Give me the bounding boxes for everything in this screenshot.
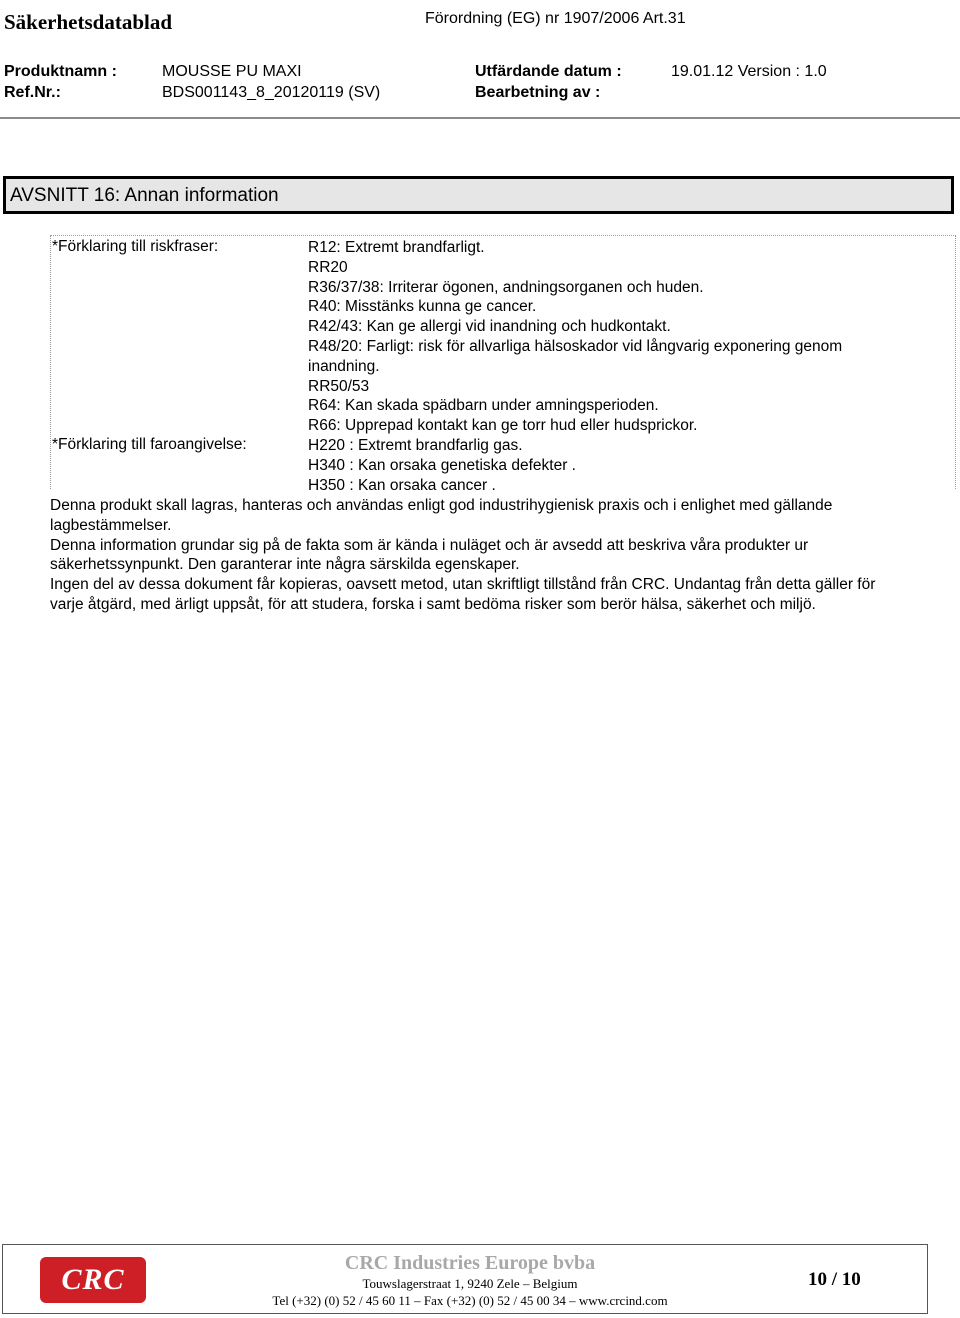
hazard-statements-label: *Förklaring till faroangivelse: (52, 436, 247, 453)
issue-date-value: 19.01.12 Version : 1.0 (671, 63, 827, 80)
ref-number-label: Ref.Nr.: (4, 84, 61, 101)
hazard-statement: H350 : Kan orsaka cancer . (308, 476, 496, 494)
logo-text: CRC (61, 1263, 125, 1296)
risk-phrase: R66: Upprepad kontakt kan ge torr hud eller hudsprickor. (308, 417, 698, 435)
hazard-statement: H340 : Kan orsaka genetiska defekter . (308, 456, 576, 474)
risk-phrase: R40: Misstänks kunna ge cancer. (308, 298, 537, 316)
company-name: CRC Industries Europe bvba (344, 1252, 596, 1274)
section-title: AVSNITT 16: Annan information (10, 185, 279, 206)
hazard-statements-list (308, 436, 576, 495)
risk-phrase: R48/20: Farligt: risk för allvarliga hälsoskador vid långvarig exponering genom (308, 337, 843, 355)
ref-number-value: BDS001143_8_20120119 (SV) (162, 84, 381, 101)
disclaimer-text (50, 496, 910, 615)
crc-logo (40, 1257, 146, 1303)
risk-phrase: RR20 (308, 258, 348, 276)
company-address: Touwslagerstraat 1, 9240 Zele – Belgium (362, 1276, 578, 1291)
revision-label: Bearbetning av : (475, 84, 601, 101)
risk-phrases-list (308, 238, 842, 436)
regulation-reference: Förordning (EG) nr 1907/2006 Art.31 (425, 10, 686, 27)
header-divider (0, 117, 960, 119)
product-name-label: Produktnamn : (4, 63, 117, 80)
page-number: 10 / 10 (808, 1269, 861, 1290)
risk-phrase: R12: Extremt brandfarligt. (308, 239, 485, 256)
storage-paragraph: Denna produkt skall lagras, hanteras och användas enligt god industrihygienisk praxis och i enlighet med gällande lagbestämmelser. (50, 497, 833, 534)
hazard-statement: H220 : Extremt brandfarlig gas. (308, 437, 523, 454)
document-title: Säkerhetsdatablad (4, 10, 173, 34)
risk-phrase: inandning. (308, 357, 380, 375)
information-paragraph: Denna information grundar sig på de fakta som är kända i nuläget och är avsedd att beskriva våra produkter ur säkerhetssynpunkt. Den garanterar inte några särskilda egenskaper. (50, 536, 809, 574)
risk-phrase: R42/43: Kan ge allergi vid inandning och hudkontakt. (308, 318, 671, 336)
risk-phrase: R64: Kan skada spädbarn under amningsperioden. (308, 397, 659, 415)
risk-phrase: R36/37/38: Irriterar ögonen, andningsorganen och huden. (308, 278, 704, 296)
issue-date-label: Utfärdande datum : (475, 63, 622, 80)
risk-phrase: RR50/53 (308, 377, 370, 395)
company-contact: Tel (+32) (0) 52 / 45 60 11 – Fax (+32) (0) 52 / 45 00 34 – www.crcind.com (272, 1293, 668, 1308)
copyright-paragraph: Ingen del av dessa dokument får kopieras, oavsett metod, utan skriftligt tillstånd från CRC. Undantag från detta gäller för varje åtgärd, med ärligt uppsåt, för att studera, forska i samt bedöma risker som berör hälsa, säkerhet och miljö. (50, 576, 876, 613)
risk-phrases-label: *Förklaring till riskfraser: (52, 238, 219, 255)
product-name-value: MOUSSE PU MAXI (162, 63, 302, 80)
